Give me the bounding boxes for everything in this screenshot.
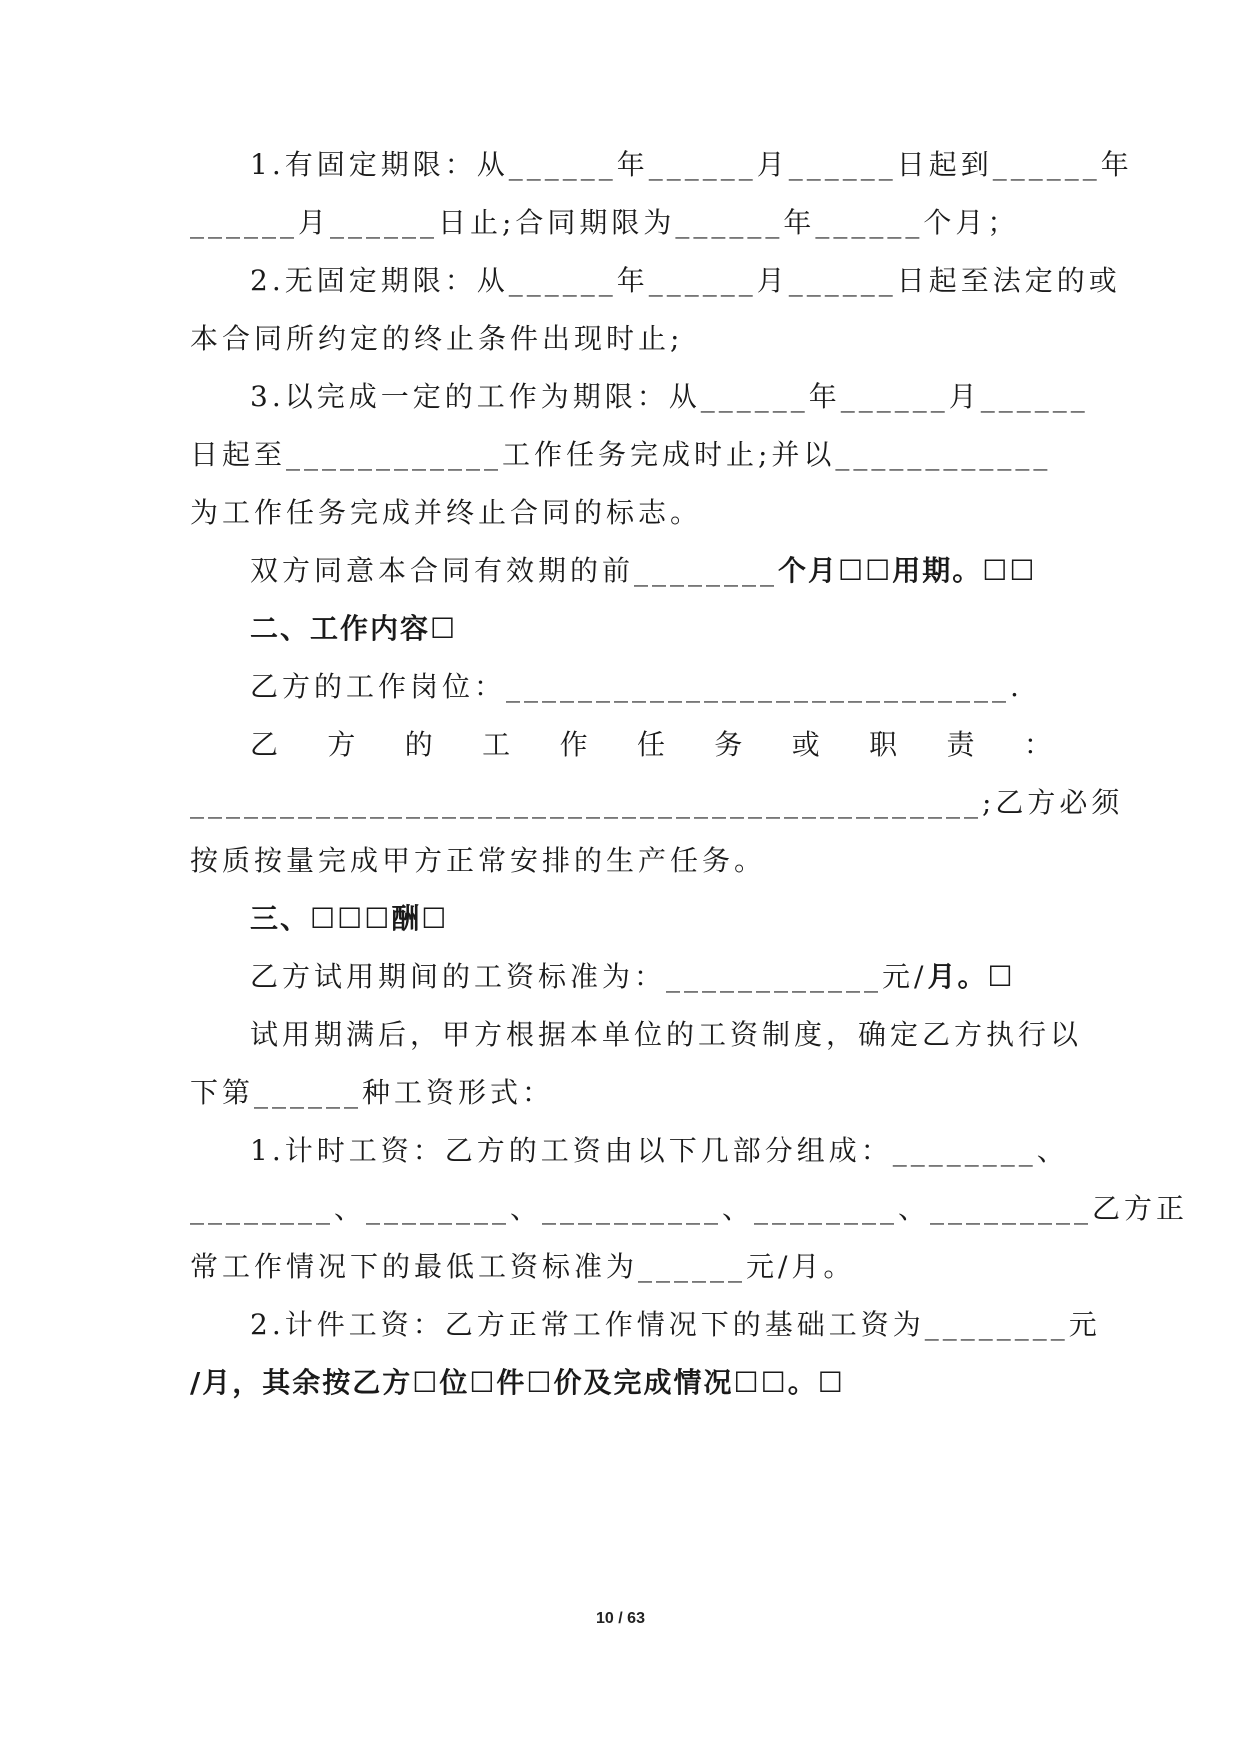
clause-fixed-term: 1.有固定期限：从______年______月______日起到______年: [250, 148, 1133, 181]
probation-wage-line: [250, 957, 1052, 997]
clause-open-term: 2.无固定期限：从______年______月______日起至法定的或: [250, 264, 1121, 297]
piece-wage-clause: 2.计件工资：乙方正常工作情况下的基础工资为________元: [250, 1308, 1101, 1341]
duties-char: 作: [559, 728, 588, 761]
duties-char: 方: [327, 728, 356, 761]
section-heading-remuneration: 三、☐☐☐酬☐: [250, 902, 449, 935]
duties-char: 责: [946, 728, 975, 761]
clause-open-term-cont: 本合同所约定的终止条件出现时止;: [190, 322, 684, 355]
hourly-wage-components: ________、________、__________、________、_________乙方正: [190, 1192, 1189, 1225]
duties-end-line: 按质按量完成甲方正常安排的生产任务。: [190, 844, 767, 877]
duties-char: 务: [714, 728, 743, 761]
clause-task-term: 3.以完成一定的工作为期限：从______年______月______: [250, 380, 1089, 413]
duties-char: 职: [869, 728, 898, 761]
clause-fixed-term-cont: ______月______日止;合同期限为______年______个月；: [190, 206, 1020, 239]
duties-char: 的: [404, 728, 433, 761]
hourly-wage-clause: 1.计时工资：乙方的工资由以下几部分组成：________、: [250, 1134, 1069, 1167]
piece-wage-clause-cont: /月，其余按乙方☐位☐件☐价及完成情况☐☐。☐: [190, 1366, 845, 1399]
duties-char: 乙: [250, 728, 279, 761]
duties-char: 任: [636, 728, 665, 761]
clause-task-term-end: 为工作任务完成并终止合同的标志。: [190, 496, 703, 529]
hourly-wage-minimum: 常工作情况下的最低工资标准为______元/月。: [190, 1250, 856, 1283]
page-number: 10 / 63: [596, 1610, 645, 1627]
duties-char: 或: [791, 728, 820, 761]
probation-text: 双方同意本合同有效期的前________: [250, 554, 779, 587]
probation-wage-text-bold: 月。☐: [927, 960, 1015, 993]
work-position-line: 乙方的工作岗位：____________________________.: [250, 670, 1023, 703]
section-heading-work-content: 二、工作内容☐: [250, 612, 458, 645]
probation-text-bold: 个月☐☐用期。☐☐: [778, 554, 1037, 587]
duties-char: ：: [1023, 728, 1052, 761]
duties-blank-line: ____________________________________________;乙方必须: [190, 786, 1124, 819]
wage-form-line: 下第______种工资形式：: [190, 1076, 555, 1109]
wage-system-line: 试用期满后，甲方根据本单位的工资制度，确定乙方执行以: [250, 1018, 1083, 1051]
probation-wage-text: 乙方试用期间的工资标准为：____________元/: [250, 960, 928, 993]
duties-label-line: [250, 725, 1052, 765]
probation-clause: [250, 551, 1052, 591]
clause-task-term-cont: 日起至____________工作任务完成时止;并以____________: [190, 438, 1052, 471]
duties-char: 工: [482, 728, 511, 761]
